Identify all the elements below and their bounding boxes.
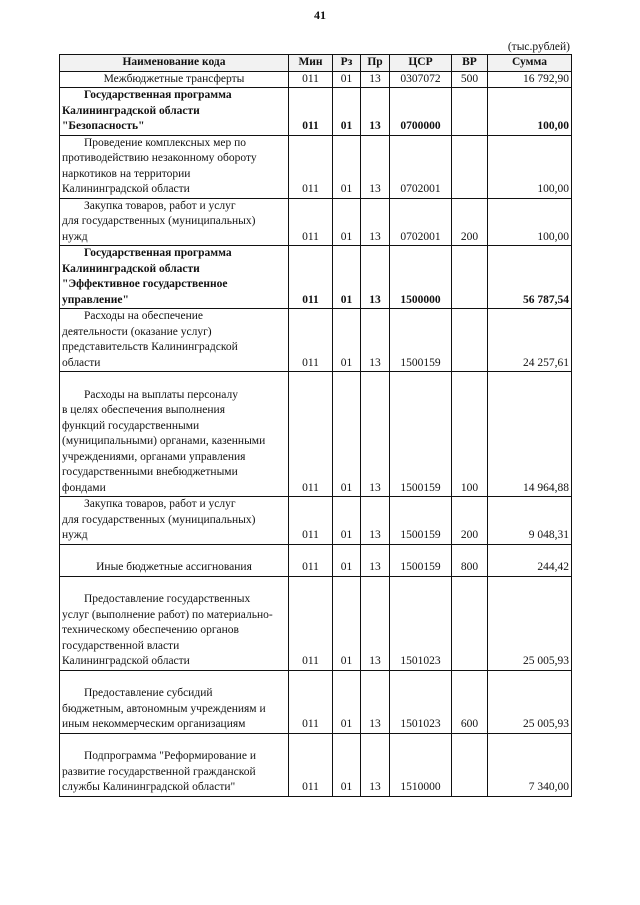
row-name-line: Проведение комплексных мер по bbox=[84, 136, 246, 149]
row-name-line: для государственных (муниципальных) bbox=[62, 513, 256, 526]
row-name bbox=[60, 246, 289, 309]
row-name-line bbox=[62, 577, 286, 593]
cell-rz: 01 bbox=[333, 544, 361, 576]
cell-rz: 01 bbox=[333, 309, 361, 372]
row-name-line: управление" bbox=[62, 293, 129, 306]
cell-pr: 13 bbox=[361, 372, 390, 497]
row-name-line: области bbox=[62, 356, 101, 369]
header-pr: Пр bbox=[361, 55, 390, 72]
row-name-line: государственными внебюджетными bbox=[62, 466, 238, 478]
cell-min: 011 bbox=[289, 246, 333, 309]
table-row bbox=[60, 733, 572, 796]
row-name-line: Калининградской области bbox=[62, 262, 200, 275]
row-name bbox=[60, 576, 289, 670]
header-name: Наименование кода bbox=[60, 55, 289, 72]
row-name-line: услуг (выполнение работ) по материально- bbox=[62, 608, 273, 621]
row-name-line: Закупка товаров, работ и услуг bbox=[84, 498, 236, 510]
row-name-line: Государственная программа bbox=[84, 89, 232, 101]
cell-rz: 01 bbox=[333, 88, 361, 136]
cell-pr: 13 bbox=[361, 544, 390, 576]
row-name-line: "Эффективное государственное bbox=[62, 278, 228, 290]
row-name bbox=[60, 733, 289, 796]
table-row bbox=[60, 246, 572, 309]
row-name-line: иным некоммерческим организациям bbox=[62, 718, 246, 730]
row-name-line: Расходы на выплаты персоналу bbox=[84, 388, 238, 401]
row-name-line: службы Калининградской области" bbox=[62, 781, 236, 793]
cell-csr: 0307072 bbox=[390, 71, 452, 88]
row-name-line: Иные бюджетные ассигнования bbox=[96, 561, 252, 573]
cell-vr bbox=[452, 88, 488, 136]
cell-csr: 1510000 bbox=[390, 733, 452, 796]
row-name-line: Предоставление субсидий bbox=[84, 687, 213, 699]
row-name-line: в целях обеспечения выполнения bbox=[62, 404, 225, 416]
cell-vr: 100 bbox=[452, 372, 488, 497]
table-row bbox=[60, 309, 572, 372]
row-name bbox=[60, 135, 289, 198]
table-row bbox=[60, 372, 572, 497]
cell-pr: 13 bbox=[361, 497, 390, 545]
cell-csr: 1500000 bbox=[390, 246, 452, 309]
row-name-line bbox=[62, 734, 286, 750]
row-name bbox=[60, 670, 289, 733]
cell-vr bbox=[452, 576, 488, 670]
row-name-line: (муниципальными) органами, казенными bbox=[62, 435, 266, 447]
cell-rz: 01 bbox=[333, 246, 361, 309]
row-name-line: Межбюджетные трансферты bbox=[103, 72, 245, 85]
cell-pr: 13 bbox=[361, 135, 390, 198]
row-name-line: "Безопасность" bbox=[62, 120, 145, 132]
cell-sum: 100,00 bbox=[488, 88, 572, 136]
cell-vr: 500 bbox=[452, 71, 488, 88]
row-name bbox=[60, 372, 289, 497]
cell-min: 011 bbox=[289, 670, 333, 733]
header-min: Мин bbox=[289, 55, 333, 72]
row-name-line: техническому обеспечению органов bbox=[62, 624, 239, 636]
cell-csr: 0700000 bbox=[390, 88, 452, 136]
cell-pr: 13 bbox=[361, 670, 390, 733]
cell-min: 011 bbox=[289, 733, 333, 796]
cell-sum: 25 005,93 bbox=[488, 576, 572, 670]
row-name bbox=[60, 544, 289, 576]
row-name-line: Калининградской области bbox=[62, 104, 200, 117]
table-header-row bbox=[60, 55, 572, 72]
cell-min: 011 bbox=[289, 576, 333, 670]
cell-csr: 0702001 bbox=[390, 135, 452, 198]
row-name-line: наркотиков на территории bbox=[62, 167, 191, 180]
table-row bbox=[60, 88, 572, 136]
table-body bbox=[60, 71, 572, 796]
table-row bbox=[60, 135, 572, 198]
table-row bbox=[60, 544, 572, 576]
cell-vr bbox=[452, 733, 488, 796]
cell-pr: 13 bbox=[361, 309, 390, 372]
row-name-line: государственной власти bbox=[62, 639, 180, 652]
cell-min: 011 bbox=[289, 372, 333, 497]
page-number: 41 bbox=[314, 8, 326, 22]
row-name bbox=[60, 88, 289, 136]
row-name-line bbox=[62, 545, 286, 561]
cell-min: 011 bbox=[289, 309, 333, 372]
row-name-line: Калининградской области bbox=[62, 655, 190, 667]
row-name-line: Калининградской области bbox=[62, 183, 190, 195]
table-row bbox=[60, 497, 572, 545]
cell-csr: 1501023 bbox=[390, 576, 452, 670]
table-row bbox=[60, 198, 572, 246]
cell-pr: 13 bbox=[361, 733, 390, 796]
cell-rz: 01 bbox=[333, 198, 361, 246]
cell-pr: 13 bbox=[361, 71, 390, 88]
cell-vr: 800 bbox=[452, 544, 488, 576]
cell-pr: 13 bbox=[361, 88, 390, 136]
cell-min: 011 bbox=[289, 88, 333, 136]
row-name bbox=[60, 497, 289, 545]
cell-sum: 16 792,90 bbox=[488, 71, 572, 88]
cell-sum: 100,00 bbox=[488, 135, 572, 198]
cell-sum: 9 048,31 bbox=[488, 497, 572, 545]
cell-vr: 600 bbox=[452, 670, 488, 733]
cell-sum: 14 964,88 bbox=[488, 372, 572, 497]
cell-vr: 200 bbox=[452, 198, 488, 246]
cell-min: 011 bbox=[289, 497, 333, 545]
row-name bbox=[60, 71, 289, 88]
row-name-line: учреждениями, органами управления bbox=[62, 450, 246, 463]
row-name-line: бюджетным, автономным учреждениям и bbox=[62, 702, 266, 715]
cell-csr: 1500159 bbox=[390, 372, 452, 497]
row-name-line: Предоставление государственных bbox=[84, 593, 251, 605]
table-row bbox=[60, 576, 572, 670]
cell-sum: 7 340,00 bbox=[488, 733, 572, 796]
row-name-line: противодействию незаконному обороту bbox=[62, 152, 257, 164]
row-name-line: Подпрограмма "Реформирование и bbox=[84, 750, 256, 762]
row-name-line: нужд bbox=[62, 529, 88, 541]
cell-csr: 1500159 bbox=[390, 497, 452, 545]
budget-table bbox=[59, 54, 572, 797]
cell-rz: 01 bbox=[333, 576, 361, 670]
cell-rz: 01 bbox=[333, 497, 361, 545]
header-vr: ВР bbox=[452, 55, 488, 72]
row-name-line: Закупка товаров, работ и услуг bbox=[84, 199, 236, 212]
cell-rz: 01 bbox=[333, 670, 361, 733]
header-sum: Сумма bbox=[488, 55, 572, 72]
cell-rz: 01 bbox=[333, 372, 361, 497]
row-name-line: для государственных (муниципальных) bbox=[62, 215, 256, 227]
row-name-line bbox=[62, 671, 286, 687]
cell-min: 011 bbox=[289, 71, 333, 88]
cell-csr: 1501023 bbox=[390, 670, 452, 733]
header-rz: Рз bbox=[333, 55, 361, 72]
units-label: (тыс.рублей) bbox=[507, 41, 570, 53]
cell-min: 011 bbox=[289, 544, 333, 576]
cell-sum: 56 787,54 bbox=[488, 246, 572, 309]
row-name-line: Расходы на обеспечение bbox=[84, 310, 203, 322]
row-name bbox=[60, 309, 289, 372]
cell-csr: 1500159 bbox=[390, 544, 452, 576]
cell-sum: 25 005,93 bbox=[488, 670, 572, 733]
row-name-line: функций государственными bbox=[62, 419, 200, 432]
row-name bbox=[60, 198, 289, 246]
cell-rz: 01 bbox=[333, 135, 361, 198]
cell-rz: 01 bbox=[333, 733, 361, 796]
cell-vr: 200 bbox=[452, 497, 488, 545]
row-name-line: фондами bbox=[62, 481, 106, 494]
cell-sum: 100,00 bbox=[488, 198, 572, 246]
table-row bbox=[60, 670, 572, 733]
header-csr: ЦСР bbox=[390, 55, 452, 72]
row-name-line: представительств Калининградской bbox=[62, 341, 238, 353]
row-name-line: Государственная программа bbox=[84, 247, 232, 259]
row-name-line: деятельности (оказание услуг) bbox=[62, 325, 212, 338]
row-name-line bbox=[62, 372, 286, 388]
cell-vr bbox=[452, 135, 488, 198]
cell-csr: 1500159 bbox=[390, 309, 452, 372]
cell-sum: 244,42 bbox=[488, 544, 572, 576]
cell-vr bbox=[452, 309, 488, 372]
cell-csr: 0702001 bbox=[390, 198, 452, 246]
cell-min: 011 bbox=[289, 135, 333, 198]
cell-min: 011 bbox=[289, 198, 333, 246]
cell-vr bbox=[452, 246, 488, 309]
row-name-line: нужд bbox=[62, 230, 88, 243]
cell-sum: 24 257,61 bbox=[488, 309, 572, 372]
cell-pr: 13 bbox=[361, 198, 390, 246]
cell-pr: 13 bbox=[361, 576, 390, 670]
cell-rz: 01 bbox=[333, 71, 361, 88]
cell-pr: 13 bbox=[361, 246, 390, 309]
table-row bbox=[60, 71, 572, 88]
row-name-line: развитие государственной гражданской bbox=[62, 765, 256, 778]
